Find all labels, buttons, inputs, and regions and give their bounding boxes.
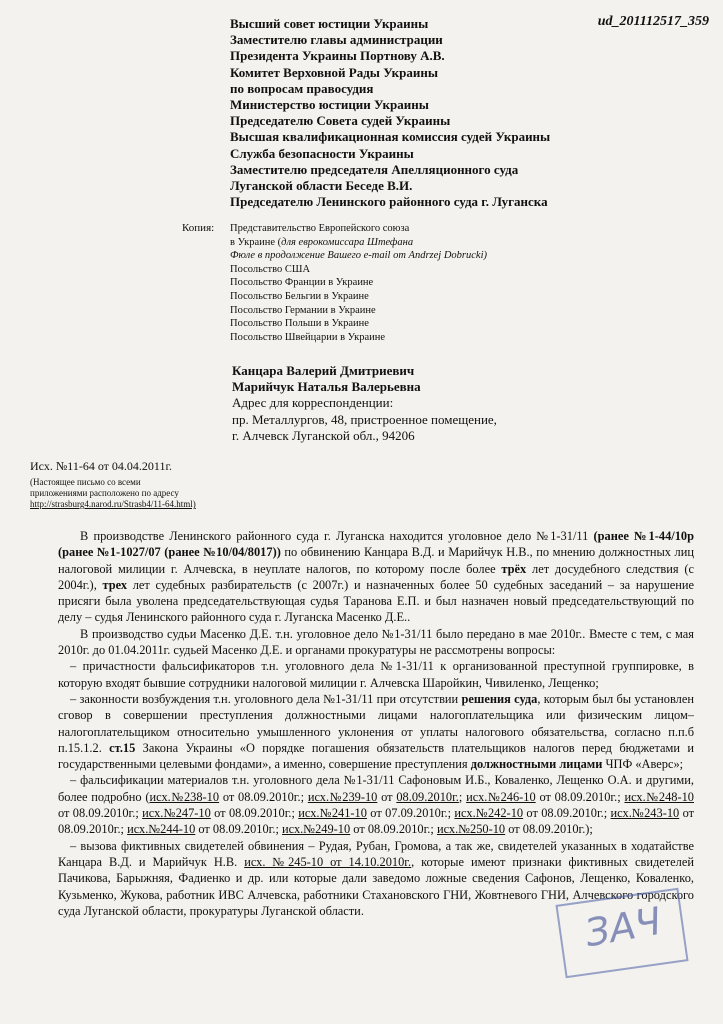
copy-recipients (230, 222, 650, 344)
copy-line-part: в Украине ( (230, 236, 282, 248)
reference-note-line: (Настоящее письмо со всеми (30, 477, 141, 487)
copy-line: Посольство Бельгии в Украине (230, 290, 369, 302)
handwritten-signature: ЗАЧ (581, 898, 665, 956)
addressee-line: Высший совет юстиции Украины (230, 16, 429, 31)
addressee-line: по вопросам правосудия (230, 80, 374, 96)
copy-line: Посольство Польши в Украине (230, 318, 369, 330)
copy-line: Посольство США (230, 263, 311, 275)
addressee-line: Президента Украины Портнову А.В. (230, 48, 445, 64)
outgoing-number: Исх. №11-64 от 04.04.2011г. (30, 459, 173, 473)
letter-body (58, 528, 694, 919)
copy-line-italic: Фюле в продолжение Вашего e-mail от Andrzej Dobrucki (230, 250, 484, 262)
addressee-line: Луганской области Беседе В.И. (230, 178, 413, 194)
addressee-line: Председателю Ленинского районного суда г. Луганска (230, 194, 548, 210)
addressee-line: Высшая квалификационная комиссия судей Украины (230, 129, 551, 145)
body-list-item: – причастности фальсификаторов т.н. уголовного дела №1-31/11 к организованной преступной группировке, в которую входят бывшие сотрудники налоговой милиции г. Алчевска Шаройкин, Чивиленко, Лещенко; (58, 659, 694, 690)
sender-block (232, 363, 692, 444)
sender-address-line: г. Алчевск Луганской обл., 94206 (232, 427, 415, 443)
addressee-line: Министерство юстиции Украины (230, 97, 429, 113)
copy-line: Посольство Франции в Украине (230, 277, 374, 289)
copy-line-italic: для еврокомиссара Штефана (281, 236, 414, 248)
sender-name: Марийчук Наталья Валерьевна (232, 379, 421, 395)
copy-line: Посольство Швейцарии в Украине (230, 331, 386, 343)
addressee-line: Председателю Совета судей Украины (230, 113, 451, 129)
copy-label: Копия: (182, 222, 215, 234)
reference-note-line: приложениями расположено по адресу (30, 488, 179, 498)
addressee-block (230, 16, 700, 210)
sender-address-title: Адрес для корреспонденции: (232, 395, 394, 411)
document-id: ud_201112517_359 (597, 14, 709, 29)
copy-line: Представительство Европейского союза (230, 223, 410, 234)
body-list-item: – законности возбуждения т.н. уголовного дела №1-31/11 при отсутствии решения суда, которым был бы установлен сговор в совершении преступления должностными лицами налогоплательщика или физическим лицом–налогоплательщиком относительно умышленного уклонения от уплаты налогового обязательства, согласно п.п.б п.15.1.2. ст.15 Закона Украины «О порядке погашения обязательств плательщиков налогов перед бюджетами и государственными целевыми фондами», а именно, совершение преступления должностными лицами ЧПФ «Аверс»; (58, 691, 694, 772)
body-list-item: – вызова фиктивных свидетелей обвинения – Рудая, Рубан, Громова, а так же, свидетелей указанных в ходатайстве Канцара В.Д. и Марийчук Н.В. исх. №245-10 от 14.10.2010г., которые имеют признаки фиктивных свидетелей Пачикова, Барыжняя, Фадиенко и др. или которые дали заведомо ложные сведения Сафонов, Лещенко, Коваленко, Кузьменко, Жукова, работник ИВС Алчевска, работники Стахановского ГНИ, Жовтневого ГНИ, Алчевского городского суда Луганской области, прокуратуры Луганской области. (58, 838, 694, 918)
copy-line (230, 236, 650, 250)
body-paragraph: В производстве Ленинского районного суда г. Луганска находится уголовное дело №1-31/11 (ранее №1-44/10р (ранее №1-1027/07 (ранее №10/04/8017)) по обвинению Канцара В.Д. и Марийчук Н.В., по мнению должностных лиц налоговой милиции г. Алчевска, в неуплате налогов, по которому после более трёх лет досудебного следствия (с 2004г.), трех лет судебных разбирательств (с 2007г.) и назначенных более 50 судебных заседаний – за нарушение присяги была уволена председательствующая судья Таранова Е.П. и был назначен новый председательствующий по делу – судья Ленинского районного суда г. Луганска Масенко Д.Е.. (58, 529, 695, 625)
sender-address-line: пр. Металлургов, 48, пристроенное помещение, (232, 411, 497, 427)
outgoing-reference (30, 459, 330, 510)
addressee-line: Заместителю главы администрации (230, 32, 443, 48)
addressee-line: Комитет Верховной Рады Украины (230, 64, 439, 80)
body-list-item: – фальсификации материалов т.н. уголовного дела №1-31/11 Сафоновым И.Б., Коваленко, Лещенко О.А. и другими, более подробно (исх.№238-10 от 08.09.2010г.; исх.№239-10 от 08.09.2010г.; исх.№246-10 от 08.09.2010г.; исх.№248-10 от 08.09.2010г.; исх.№247-10 от 08.09.2010г.; исх.№241-10 от 07.09.2010г.; исх.№242-10 от 08.09.2010г.; исх.№243-10 от 08.09.2010г.; исх.№244-10 от 08.09.2010г.; исх.№249-10 от 08.09.2010г.; исх.№250-10 от 08.09.2010г.); (58, 773, 695, 837)
addressee-line: Заместителю председателя Апелляционного суда (230, 161, 519, 177)
reference-note (30, 477, 330, 510)
copy-line: Фюле в продолжение Вашего e-mail от Andrzej Dobrucki) (230, 250, 487, 262)
reference-link[interactable]: http://strasburg4.narod.ru/Strasb4/11-64.html) (30, 499, 196, 509)
body-paragraph: В производство судьи Масенко Д.Е. т.н. уголовное дело №1-31/11 было передано в мае 2010г.. Вместе с тем, с мая 2010г. до 01.04.2011г. судьей Масенко Д.Е. и органами прокуратуры не рассмотрены вопросы: (58, 626, 694, 658)
addressee-line: Служба безопасности Украины (230, 145, 414, 161)
sender-name: Канцара Валерий Дмитриевич (232, 363, 415, 378)
copy-line: Посольство Германии в Украине (230, 304, 376, 316)
